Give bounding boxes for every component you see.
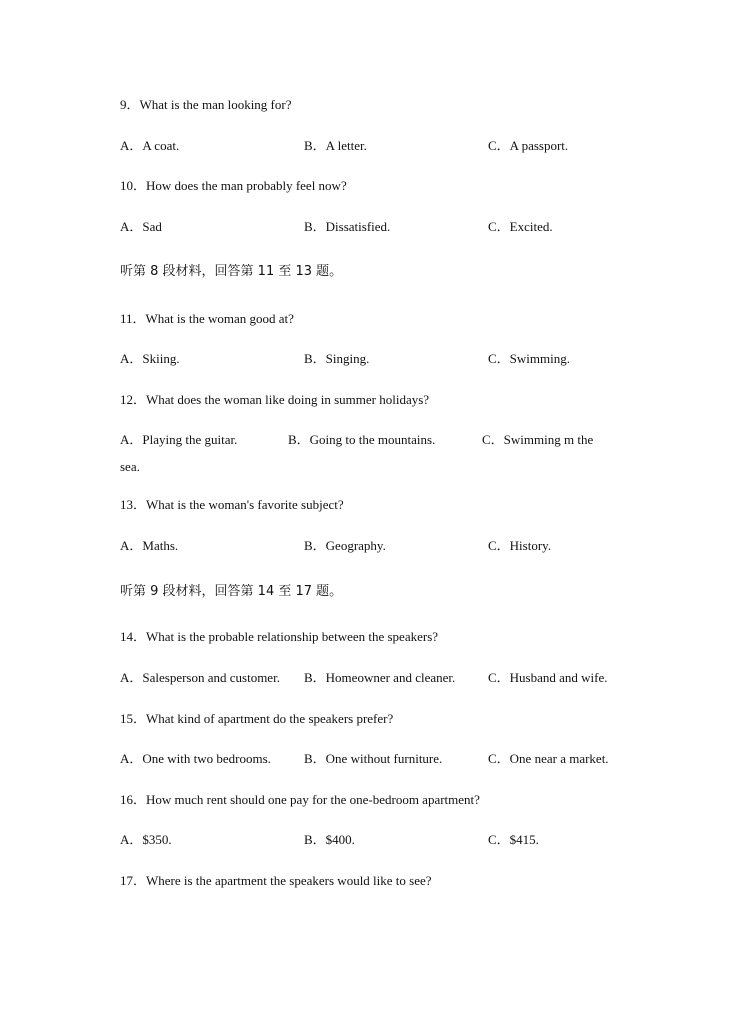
question-10: 10．How does the man probably feel now? (120, 178, 347, 193)
question-14: 14．What is the probable relationship between the speakers? (120, 629, 439, 644)
question-17: 17．Where is the apartment the speakers would like to see? (120, 873, 432, 888)
question-15: 15．What kind of apartment do the speakers prefer? (120, 711, 394, 726)
q9-option-c: C．A passport. (488, 138, 569, 153)
section-9-heading: 听第 9 段材料，回答第 14 至 17 题。 (120, 584, 343, 599)
q16-option-b: B．$400. (304, 832, 355, 847)
q14-option-b: B．Homeowner and cleaner. (304, 670, 456, 685)
q12-option-c: C．Swimming m the (482, 432, 594, 447)
q16-option-a: A．$350. (120, 832, 172, 847)
q9-option-a: A．A coat. (120, 138, 180, 153)
q14-option-a: A．Salesperson and customer. (120, 670, 280, 685)
question-13: 13．What is the woman's favorite subject? (120, 497, 344, 512)
q13-option-a: A．Maths. (120, 538, 179, 553)
q11-option-c: C．Swimming. (488, 351, 570, 366)
q9-option-b: B．A letter. (304, 138, 367, 153)
q14-option-c: C．Husband and wife. (488, 670, 608, 685)
q10-option-b: B．Dissatisfied. (304, 219, 391, 234)
question-16: 16．How much rent should one pay for the one-bedroom apartment? (120, 792, 480, 807)
q11-option-b: B．Singing. (304, 351, 370, 366)
section-8-heading: 听第 8 段材料，回答第 11 至 13 题。 (120, 264, 343, 279)
question-11: 11．What is the woman good at? (120, 311, 294, 326)
q15-option-c: C．One near a market. (488, 751, 609, 766)
q13-option-c: C．History. (488, 538, 552, 553)
q15-option-a: A．One with two bedrooms. (120, 751, 271, 766)
q12-option-b: B．Going to the mountains. (288, 432, 436, 447)
q11-option-a: A．Skiing. (120, 351, 180, 366)
question-12: 12．What does the woman like doing in summer holidays? (120, 392, 430, 407)
q12-option-a: A．Playing the guitar. (120, 432, 238, 447)
q12-option-c-continued: sea. (120, 459, 140, 474)
q10-option-c: C．Excited. (488, 219, 553, 234)
q16-option-c: C．$415. (488, 832, 539, 847)
question-9: 9．What is the man looking for? (120, 97, 292, 112)
q13-option-b: B．Geography. (304, 538, 386, 553)
q10-option-a: A．Sad (120, 219, 162, 234)
q15-option-b: B．One without furniture. (304, 751, 443, 766)
